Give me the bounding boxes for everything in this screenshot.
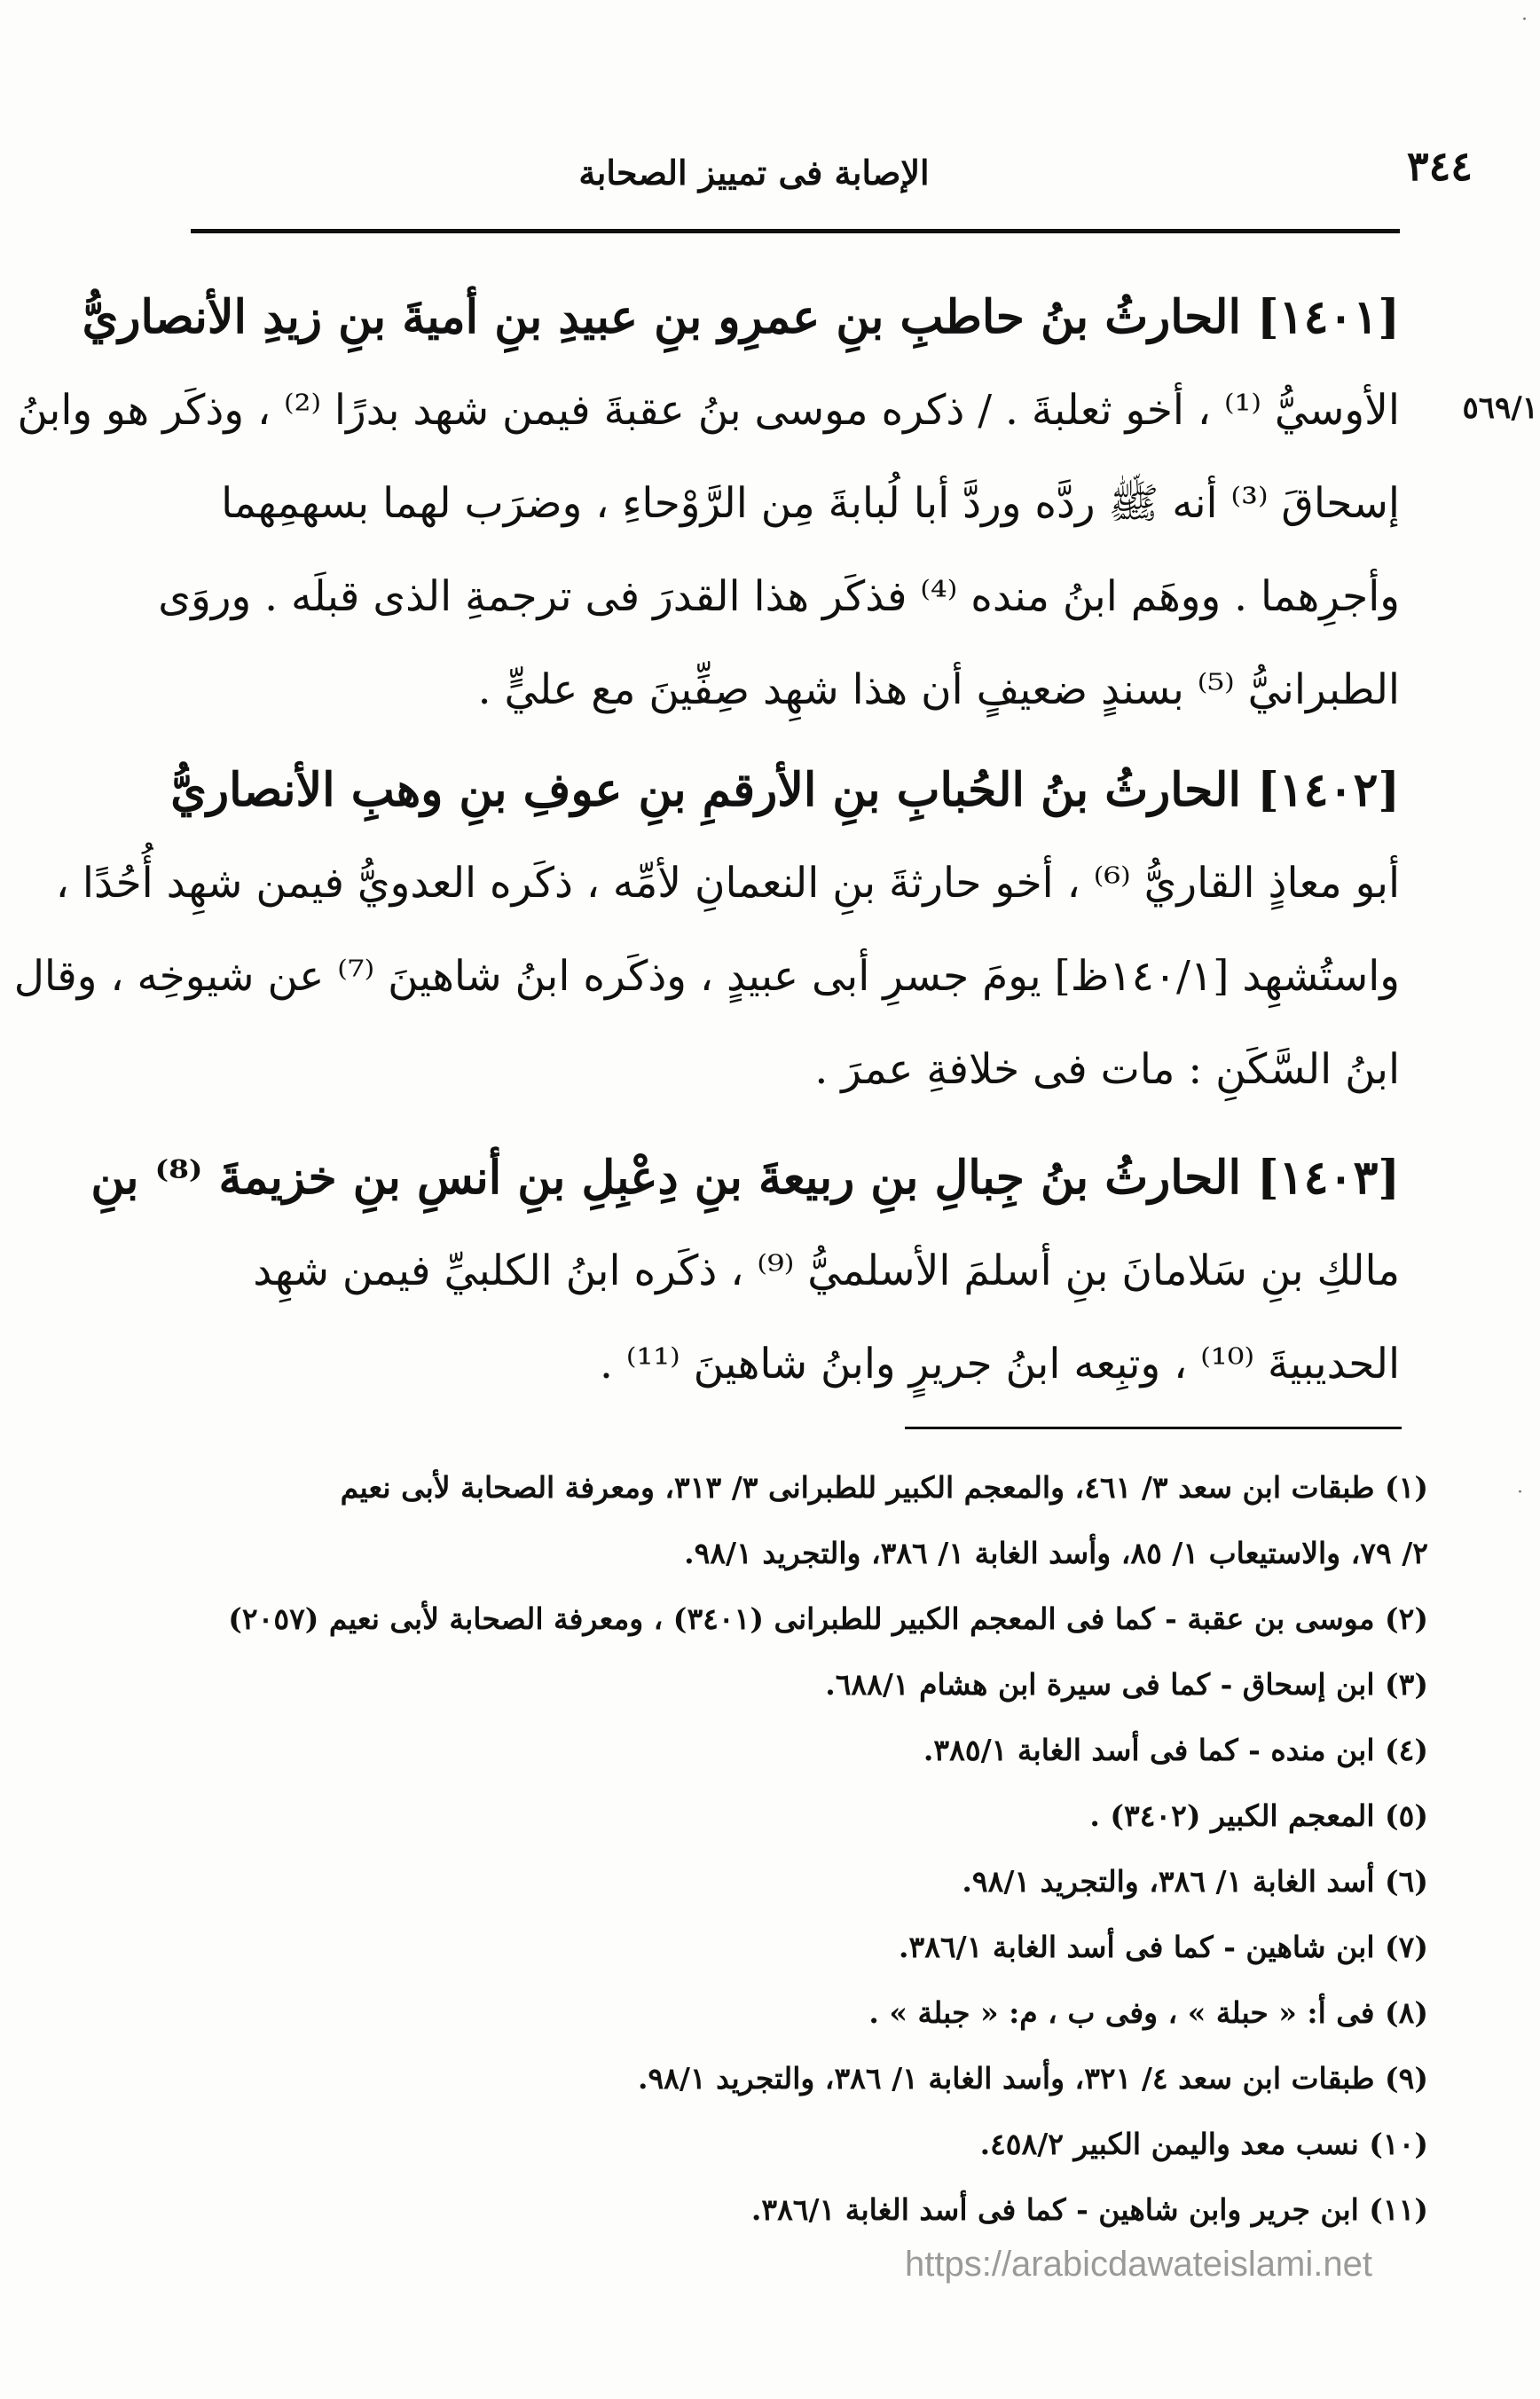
footnote: (٣) ابن إسحاق - كما فى سيرة ابن هشام ٦٨٨/١.: [825, 1667, 1428, 1702]
header-rule: [191, 229, 1400, 233]
watermark-url: https://arabicdawateislami.net: [905, 2245, 1372, 2284]
page-number: ٣٤٤: [1406, 142, 1473, 190]
entry-1402: [13, 743, 1400, 1116]
entry-heading: [١٤٠١] الحارثُ بنُ حاطبِ بنِ عمرِو بنِ عبيدِ بنِ أميةَ بنِ زيدِ الأنصاريُّ: [82, 290, 1400, 344]
entry-heading: [١٤٠٢] الحارثُ بنُ الحُبابِ بنِ الأرقمِ بنِ عوفِ بنِ وهبِ الأنصاريُّ: [170, 763, 1400, 817]
scan-edge-mark: ·: [1517, 1482, 1523, 1504]
entry-line: الحديبيةَ ⁽¹⁰⁾ ، وتبِعه ابنُ جريرٍ وابنُ شاهينَ ⁽¹¹⁾ .: [600, 1340, 1400, 1388]
entry-1403: [90, 1131, 1400, 1411]
footnote: (٦) أسد الغابة ١/ ٣٨٦، والتجريد ٩٨/١.: [962, 1864, 1428, 1899]
entry-line: ابنُ السَّكَنِ : مات فى خلافةِ عمرَ .: [814, 1045, 1400, 1094]
scan-edge-mark: ·: [1521, 9, 1528, 31]
entry-1401: [17, 271, 1400, 736]
entry-line: مالكِ بنِ سَلامانَ بنِ أسلمَ الأسلميُّ ⁽⁹⁾ ، ذكَره ابنُ الكلبيِّ فيمن شهِد: [253, 1247, 1400, 1295]
running-title: الإصابة فى تمييز الصحابة: [578, 153, 930, 193]
entry-heading: [١٤٠٣] الحارثُ بنُ جِبالِ بنِ ربيعةَ بنِ دِعْبِلِ بنِ أنسِ بنِ خزيمةَ ⁽⁸⁾ بنِ: [90, 1151, 1400, 1205]
footnote: ٢/ ٧٩، والاستيعاب ١/ ٨٥، وأسد الغابة ١/ ٣٨٦، والتجريد ٩٨/١.: [684, 1536, 1428, 1570]
entry-line: أبو معاذٍ القاريُّ ⁽⁶⁾ ، أخو حارثةَ بنِ النعمانِ لأمِّه ، ذكَره العدويُّ فيمن شهِد أُحُدًا ،: [55, 859, 1400, 908]
entry-line: واستُشهِد [١٤٠/١ظ] يومَ جسرِ أبى عبيدٍ ، وذكَره ابنُ شاهينَ ⁽⁷⁾ عن شيوخِه ، وقال: [13, 952, 1400, 1001]
footnote: (١١) ابن جرير وابن شاهين - كما فى أسد الغابة ٣٨٦/١.: [750, 2192, 1428, 2227]
entry-line: الطبرانيُّ ⁽⁵⁾ بسندٍ ضعيفٍ أن هذا شهِد صِفِّينَ مع عليٍّ .: [477, 665, 1400, 714]
footnote: (٤) ابن منده - كما فى أسد الغابة ٣٨٥/١.: [923, 1733, 1428, 1767]
entry-line: إسحاقَ ⁽³⁾ أنه ﷺ ردَّه وردَّ أبا لُبابةَ مِن الرَّوْحاءِ ، وضرَب لهما بسهمِهما: [221, 479, 1400, 528]
footnote-separator: [905, 1427, 1402, 1429]
entry-line: الأوسيُّ ⁽¹⁾ ، أخو ثعلبةَ . / ذكره موسى بنُ عقبةَ فيمن شهد بدرًا ⁽²⁾ ، وذكَر هو وابنُ: [17, 386, 1400, 435]
footnote: (٩) طبقات ابن سعد ٤/ ٣٢١، وأسد الغابة ١/ ٣٨٦، والتجريد ٩٨/١.: [637, 2061, 1428, 2096]
footnote: (٨) فى أ: « حبلة » ، وفى ب ، م: « جبلة » .: [868, 1995, 1428, 2030]
footnote: (١) طبقات ابن سعد ٣/ ٤٦١، والمعجم الكبير للطبرانى ٣/ ٣١٣، ومعرفة الصحابة لأبى نعيم: [340, 1470, 1428, 1505]
footnote: (٧) ابن شاهين - كما فى أسد الغابة ٣٨٦/١.: [898, 1930, 1428, 1964]
footnotes: [204, 1455, 1428, 2243]
margin-reference: ٥٦٩/١: [1462, 390, 1538, 426]
footnote: (٥) المعجم الكبير (٣٤٠٢) .: [1089, 1798, 1428, 1833]
footnote: (٢) موسى بن عقبة - كما فى المعجم الكبير للطبرانى (٣٤٠١) ، ومعرفة الصحابة لأبى نعيم (٢٠٥٧): [228, 1601, 1428, 1636]
footnote: (١٠) نسب معد واليمن الكبير ٤٥٨/٢.: [979, 2127, 1428, 2161]
entry-line: وأجرِهما . ووهَم ابنُ منده ⁽⁴⁾ فذكَر هذا القدرَ فى ترجمةِ الذى قبلَه . وروَى: [158, 572, 1400, 621]
